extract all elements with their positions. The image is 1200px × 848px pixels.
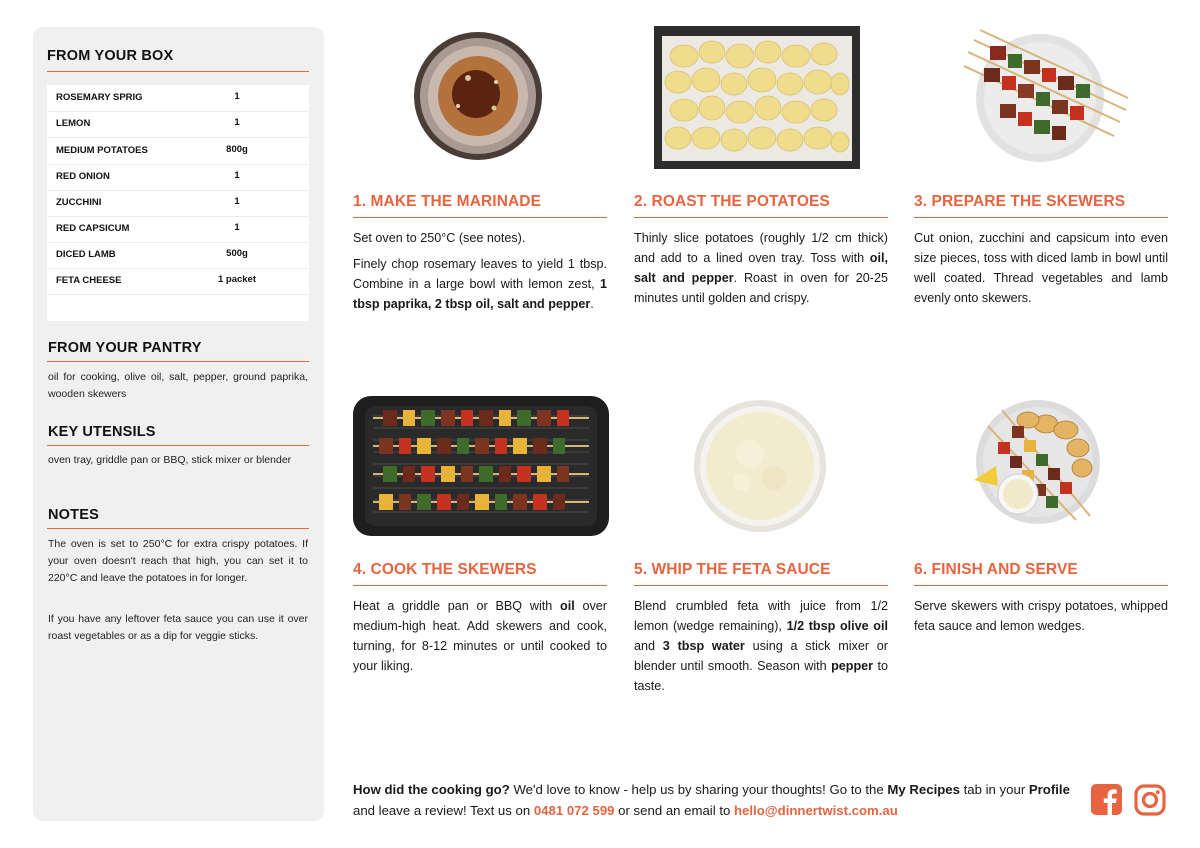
feta-sauce-bowl-image [692, 398, 828, 534]
table-row [47, 164, 309, 191]
step-5-title: 5. WHIP THE FETA SAUCE [634, 561, 831, 578]
ingredient-name: ROSEMARY SPRIG [56, 92, 143, 103]
my-recipes-link[interactable]: My Recipes [887, 782, 960, 797]
table-row [47, 190, 309, 217]
instagram-icon[interactable] [1134, 784, 1166, 816]
serving-plate-image [966, 396, 1110, 526]
step-text: Thinly slice potatoes (roughly 1/2 cm thick) and add to a lined oven tray. Toss with [634, 231, 888, 265]
footer-text: We'd love to know - help us by sharing your thoughts! Go to the [509, 782, 888, 797]
skewers-plate-image [960, 26, 1130, 166]
table-row [47, 111, 309, 138]
utensils-heading: KEY UTENSILS [48, 424, 156, 440]
step-bold-text: pepper [831, 659, 874, 673]
table-row [47, 85, 309, 112]
step-text: and [634, 639, 663, 653]
ingredient-qty: 1 [234, 222, 240, 233]
step-3-title: 3. PREPARE THE SKEWERS [914, 193, 1126, 210]
ingredient-name: LEMON [56, 118, 91, 129]
notes-text-2: If you have any leftover feta sauce you can use it over roast vegetables or as a dip for veggie sticks. [48, 613, 308, 642]
step-text: . [590, 297, 594, 311]
ingredients-table [47, 85, 309, 321]
step-text: over medium-high heat. Add skewers and cook, turning, for 8-12 minutes or until cooked to your liking. [353, 599, 608, 673]
notes-heading: NOTES [48, 507, 99, 523]
facebook-icon[interactable] [1091, 784, 1122, 815]
divider [47, 361, 309, 362]
step-text: Blend crumbled feta with juice from 1/2 lemon (wedge remaining), [634, 599, 888, 633]
feedback-footer [353, 779, 1078, 821]
divider [353, 585, 607, 586]
utensils-text: oven tray, griddle pan or BBQ, stick mixer or blender [48, 454, 292, 466]
ingredient-qty: 1 [234, 170, 240, 181]
divider [634, 585, 888, 586]
step-bold-text: oil [560, 599, 575, 613]
step-text: to taste. [634, 659, 888, 693]
divider [634, 217, 888, 218]
step-2-title: 2. ROAST THE POTATOES [634, 193, 830, 210]
divider [914, 585, 1168, 586]
step-bold-text: 1 tbsp paprika, 2 tbsp oil, salt and pepper [353, 277, 607, 311]
ingredient-qty: 1 [234, 196, 240, 207]
step-1-text: Set oven to 250°C (see notes). [353, 231, 526, 245]
step-4-body [353, 596, 607, 682]
ingredient-name: DICED LAMB [56, 249, 116, 260]
ingredient-qty: 1 [234, 91, 240, 102]
step-3-text: Cut onion, zucchini and capsicum into even size pieces, toss with diced lamb in bowl until well coated. Thread vegetables and lamb evenly onto skewers. [914, 231, 1168, 305]
pantry-heading: FROM YOUR PANTRY [48, 340, 202, 356]
footer-text: or send an email to [614, 803, 734, 818]
step-bold-text: oil, salt and pepper [634, 251, 888, 285]
step-2-body [634, 228, 888, 314]
ingredient-name: MEDIUM POTATOES [56, 145, 148, 156]
ingredient-name: ZUCCHINI [56, 197, 102, 208]
ingredient-name: RED ONION [56, 171, 110, 182]
step-1-body [353, 228, 607, 320]
step-text: . Roast in oven for 20-25 minutes until golden and crispy. [634, 271, 888, 305]
step-1-text [353, 254, 607, 314]
step-bold-text: 3 tbsp water [662, 639, 745, 653]
phone-link[interactable]: 0481 072 599 [533, 803, 615, 818]
step-3-body [914, 228, 1168, 314]
ingredient-qty: 1 [234, 117, 240, 128]
step-6-text: Serve skewers with crispy potatoes, whipped feta sauce and lemon wedges. [914, 599, 1168, 633]
footer-text: tab in your [959, 782, 1029, 797]
step-text: Finely chop rosemary leaves to yield 1 tbsp. Combine in a large bowl with lemon zest, [353, 257, 607, 291]
ingredient-name: FETA CHEESE [56, 275, 122, 286]
step-text: Heat a griddle pan or BBQ with [353, 599, 561, 613]
step-1-title: 1. MAKE THE MARINADE [353, 193, 542, 210]
table-row [47, 138, 309, 165]
feedback-question: How did the cooking go? [353, 782, 510, 797]
griddle-pan-image [353, 396, 609, 536]
ingredient-name: RED CAPSICUM [56, 223, 130, 234]
profile-link[interactable]: Profile [1028, 782, 1070, 797]
table-row [47, 268, 309, 295]
notes-text-1: The oven is set to 250°C for extra crispy potatoes. If your oven doesn't reach that high, you can set it to 220°C and leave the potatoes in for longer. [48, 538, 308, 584]
step-4-title: 4. COOK THE SKEWERS [353, 561, 537, 578]
ingredient-qty: 1 packet [217, 274, 257, 285]
footer-text: and leave a review! Text us on [353, 803, 534, 818]
step-4-text [353, 596, 607, 676]
divider [47, 445, 309, 446]
step-6-body [914, 596, 1168, 642]
divider [914, 217, 1168, 218]
marinade-bowl-image [412, 30, 544, 162]
from-your-box-heading: FROM YOUR BOX [47, 48, 174, 64]
ingredient-qty: 500g [226, 248, 248, 259]
pantry-text: oil for cooking, olive oil, salt, pepper, ground paprika, wooden skewers [48, 371, 308, 400]
divider [47, 71, 309, 72]
step-text: using a stick mixer or blender until smooth. Season with [634, 639, 889, 673]
potatoes-tray-image [654, 26, 860, 169]
step-6-title: 6. FINISH AND SERVE [914, 561, 1078, 578]
step-5-body [634, 596, 888, 702]
divider [47, 528, 309, 529]
step-5-text [634, 596, 888, 696]
step-2-text [634, 228, 888, 308]
table-row [47, 216, 309, 243]
ingredient-qty: 800g [226, 144, 248, 155]
step-bold-text: 1/2 tbsp olive oil [786, 619, 888, 633]
table-row [47, 242, 309, 269]
divider [353, 217, 607, 218]
email-link[interactable]: hello@dinnertwist.com.au [734, 803, 898, 818]
